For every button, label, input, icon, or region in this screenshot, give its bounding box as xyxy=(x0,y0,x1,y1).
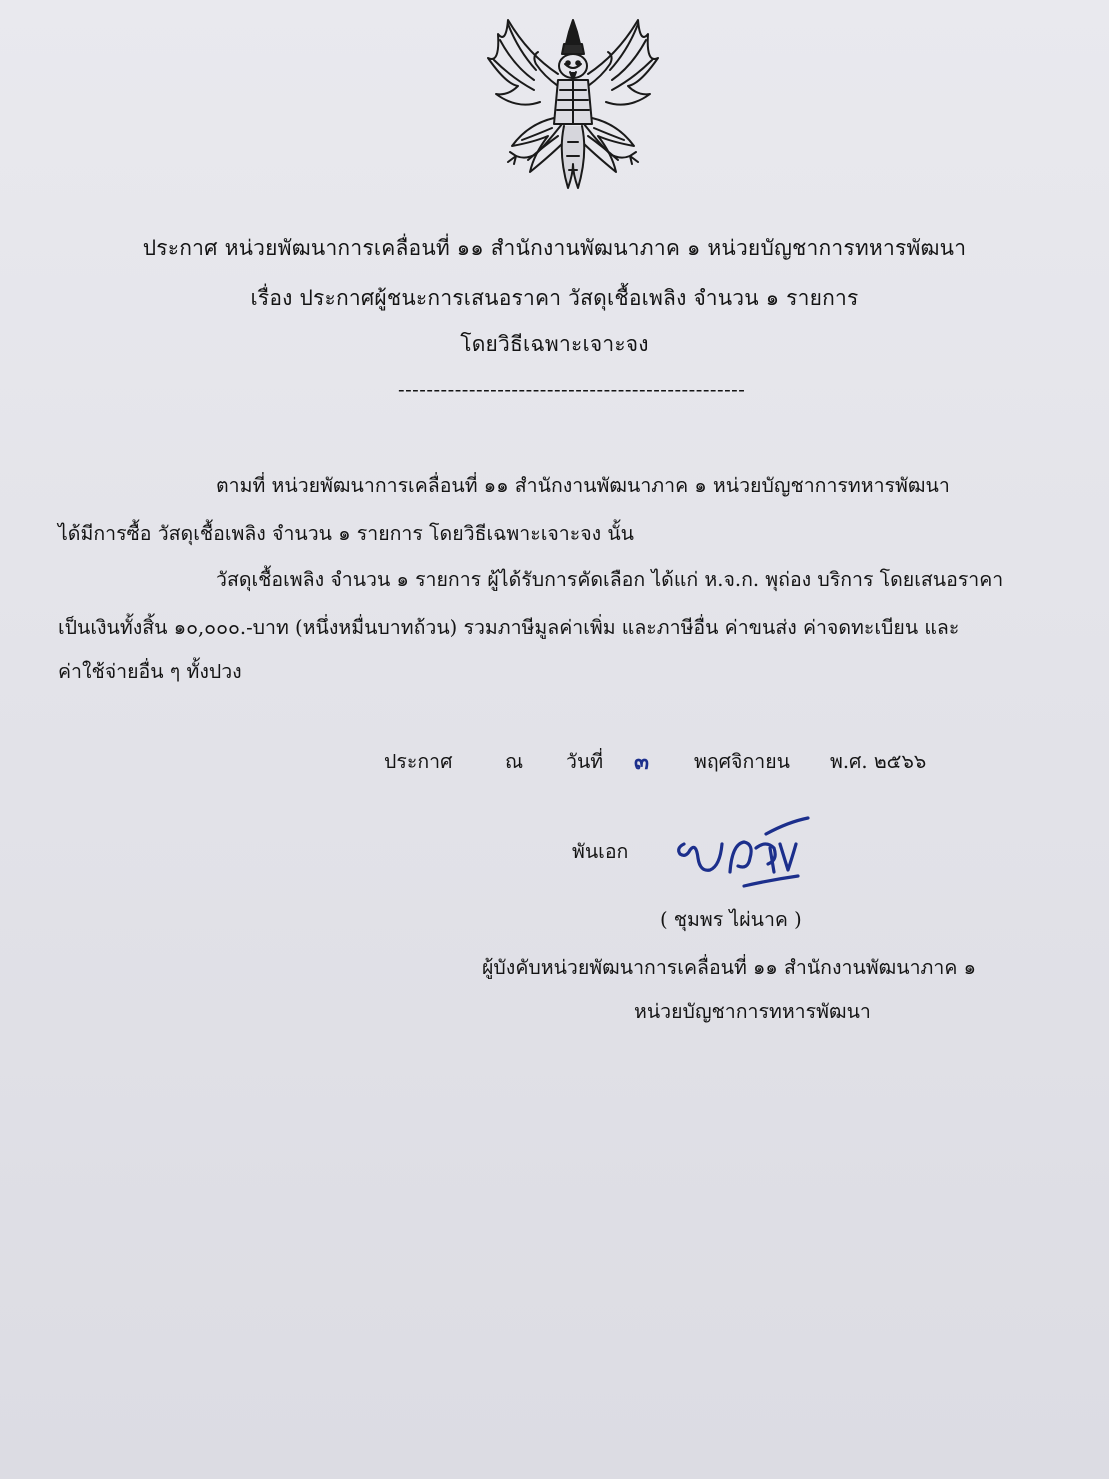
signatory-position-line-1: ผู้บังคับหน่วยพัฒนาการเคลื่อนที่ ๑๑ สำนักงานพัฒนาภาค ๑ xyxy=(482,956,976,979)
paragraph-1-line-2: ได้มีการซื้อ วัสดุเชื้อเพลิง จำนวน ๑ รายการ โดยวิธีเฉพาะเจาะจง นั้น xyxy=(58,522,635,545)
date-announce-label: ประกาศ xyxy=(384,750,453,773)
garuda-emblem-icon xyxy=(478,14,668,194)
paragraph-2-line-2: เป็นเงินทั้งสิ้น ๑๐,๐๐๐.-บาท (หนึ่งหมื่นบาทถ้วน) รวมภาษีมูลค่าเพิ่ม และภาษีอื่น ค่าขนส่ง ค่าจดทะเบียน และ xyxy=(58,616,960,639)
date-day-label: วันที่ xyxy=(566,750,604,773)
paragraph-2-line-3: ค่าใช้จ่ายอื่น ๆ ทั้งปวง xyxy=(58,660,242,683)
date-day-handwritten: ๓ xyxy=(634,750,650,775)
heading-method: โดยวิธีเฉพาะเจาะจง xyxy=(460,332,649,356)
heading-line-1: ประกาศ หน่วยพัฒนาการเคลื่อนที่ ๑๑ สำนักงานพัฒนาภาค ๑ หน่วยบัญชาการทหารพัฒนา xyxy=(142,236,967,260)
date-at-label: ณ xyxy=(505,750,524,773)
signatory-position-line-2: หน่วยบัญชาการทหารพัฒนา xyxy=(634,1000,871,1023)
handwritten-signature xyxy=(670,814,820,889)
date-month: พฤศจิกายน xyxy=(694,750,790,773)
signatory-rank: พันเอก xyxy=(572,840,629,863)
heading-subject: เรื่อง ประกาศผู้ชนะการเสนอราคา วัสดุเชื้อเพลิง จำนวน ๑ รายการ xyxy=(250,286,859,310)
date-year: พ.ศ. ๒๕๖๖ xyxy=(830,750,927,773)
signatory-name: ( ชุมพร ไผ่นาค ) xyxy=(660,908,802,931)
heading-divider: ------------------------------------------------- xyxy=(398,378,746,401)
paragraph-1-line-1: ตามที่ หน่วยพัฒนาการเคลื่อนที่ ๑๑ สำนักงานพัฒนาภาค ๑ หน่วยบัญชาการทหารพัฒนา xyxy=(216,474,950,497)
paragraph-2-line-1: วัสดุเชื้อเพลิง จำนวน ๑ รายการ ผู้ได้รับการคัดเลือก ได้แก่ ห.จ.ก. พุถ่อง บริการ โดยเสนอราคา xyxy=(216,568,1004,591)
